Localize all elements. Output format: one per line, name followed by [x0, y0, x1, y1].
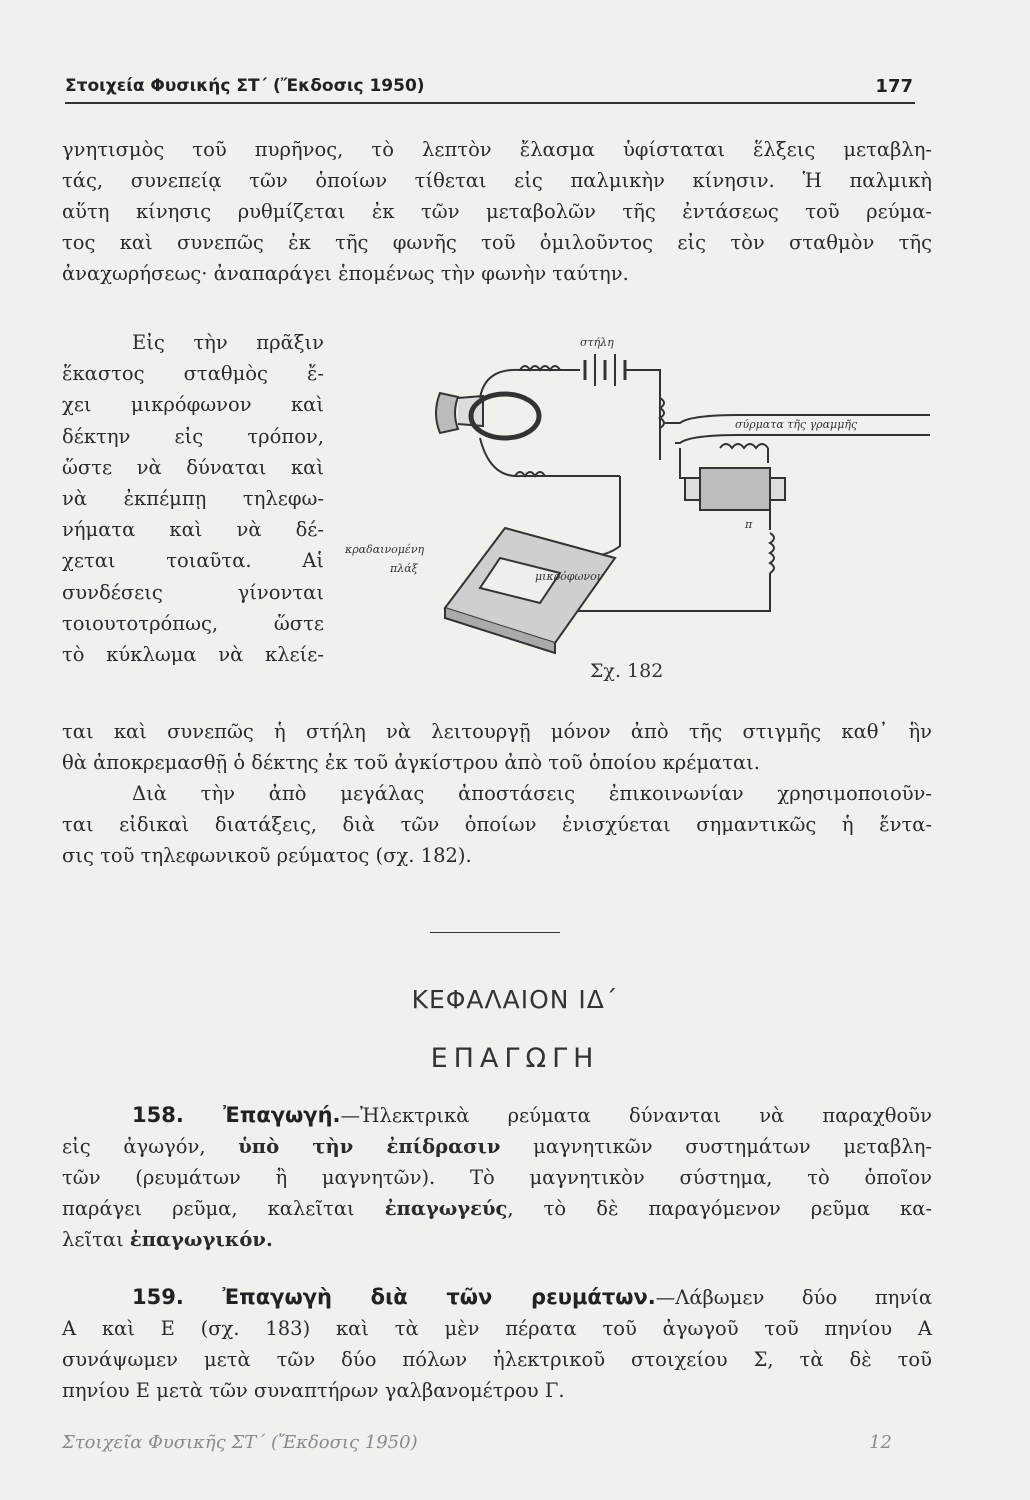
text-run: —Λάβωμεν δύο πηνία [655, 1286, 932, 1309]
text-run: παράγει ρεῦμα, καλεῖται [62, 1197, 385, 1220]
text-line [62, 1193, 932, 1224]
text-line: συνδέσεις γίνονται [62, 580, 324, 604]
text-line: τοιουτοτρόπως, ὥστε [62, 611, 324, 635]
page-number: 177 [875, 76, 913, 97]
text-line: τος καὶ συνεπῶς ἐκ τῆς φωνῆς τοῦ ὁμιλοῦντος εἰς τὸν σταθμὸν τῆς [62, 231, 932, 254]
text-line [62, 1100, 932, 1131]
text-line: γνητισμὸς τοῦ πυρῆνος, τὸ λεπτὸν ἔλασμα ὑφίσταται ἕλξεις μεταβλη- [62, 138, 932, 161]
wire [480, 438, 620, 476]
text-line: τὸ κύκλωμα νὰ κλείε- [62, 643, 324, 667]
section-heading: 159. Ἐπαγωγὴ διὰ τῶν ρευμάτων. [132, 1285, 656, 1309]
bold-term: ἐπαγωγεύς [384, 1197, 508, 1220]
text-line: ἕκαστος σταθμὸς ἔ- [62, 362, 324, 386]
header-title: Στοιχεία Φυσικής ΣΤ΄ (Ἔκδοσις 1950) [65, 76, 425, 96]
section-heading: 158. Ἐπαγωγή. [132, 1103, 341, 1127]
label-plate: κραδαινομένη [345, 543, 425, 556]
footer-title: Στοιχεῖα Φυσικῆς ΣΤ΄ (Ἔκδοσις 1950) [62, 1432, 418, 1453]
section-divider [430, 932, 560, 933]
text-line [62, 1131, 932, 1162]
figure-caption: Σχ. 182 [590, 660, 664, 682]
label-plate2: πλάξ [390, 562, 418, 575]
footer-signature-number: 12 [869, 1432, 892, 1453]
section-158 [62, 1100, 932, 1255]
coil [720, 444, 768, 448]
chapter-number: ΚΕΦΑΛΑΙΟΝ ΙΔ΄ [411, 985, 619, 1014]
telephone-circuit-diagram [345, 328, 935, 668]
paragraph-2-side [62, 327, 324, 670]
text-line: ἀναχωρήσεως· ἀναπαράγει ἑπομένως τὴν φωνὴν ταύτην. [62, 262, 629, 285]
text-run: —Ἠλεκτρικὰ ρεύματα δύνανται νὰ παραχθοῦν [340, 1104, 933, 1127]
section-159 [62, 1282, 932, 1406]
text-line: χει μικρόφωνον καὶ [62, 393, 324, 417]
text-line: ται εἰδικαὶ διατάξεις, διὰ τῶν ὁποίων ἐνισχύεται σημαντικῶς ἡ ἔντα- [62, 813, 932, 836]
text-line: νήματα καὶ νὰ δέ- [62, 518, 324, 542]
line-wire [675, 435, 930, 443]
wire [580, 476, 620, 556]
bold-term: ὑπὸ τὴν ἐπίδρασιν [238, 1135, 501, 1158]
paragraph-2-continued [62, 716, 932, 871]
text-line: θὰ ἀποκρεμασθῇ ὁ δέκτης ἐκ τοῦ ἀγκίστρου ἀπὸ τοῦ ὁποίου κρέμαται. [62, 751, 760, 774]
bold-term: ἐπαγωγικόν. [129, 1228, 273, 1251]
label-microphone: μικρόφωνον [535, 570, 604, 583]
label-pi: π [745, 518, 753, 531]
text-line: ὥστε νὰ δύναται καὶ [62, 455, 324, 479]
text-run: μαγνητικῶν συστημάτων μεταβλη- [500, 1135, 932, 1158]
text-run: λεῖται [62, 1228, 130, 1251]
label-line-wires: σύρματα τῆς γραμμῆς [735, 418, 858, 431]
coil-end [685, 478, 700, 500]
text-line: πηνίου Ε μετὰ τῶν συναπτήρων γαλβανομέτρου Γ. [62, 1379, 565, 1402]
coil-end [770, 478, 785, 500]
figure-182 [345, 328, 935, 668]
chapter-title: ΕΠΑΓΩΓΗ [430, 1043, 600, 1074]
running-header [65, 72, 915, 104]
paragraph-1 [62, 134, 932, 289]
text-line: σις τοῦ τηλεφωνικοῦ ρεύματος (σχ. 182). [62, 844, 472, 867]
text-line [62, 1224, 932, 1255]
text-run: εἰς ἀγωγόν, [62, 1135, 239, 1158]
text-line: Εἰς τὴν πρᾶξιν [132, 331, 324, 354]
wire [680, 448, 700, 478]
text-line [62, 1282, 932, 1313]
text-line: τάς, συνεπείᾳ τῶν ὁποίων τίθεται εἰς παλμικὴν κίνησιν. Ἡ παλμικὴ [62, 169, 932, 192]
label-battery: στήλη [580, 336, 614, 349]
induction-coil [700, 468, 770, 510]
text-line: δέκτην εἰς τρόπον, [62, 424, 324, 448]
wire [625, 370, 660, 460]
coil [770, 533, 774, 573]
text-line: χεται τοιαῦτα. Αἱ [62, 549, 324, 573]
text-line: συνάψωμεν μετὰ τῶν δύο πόλων ἠλεκτρικοῦ στοιχείου Σ, τὰ δὲ τοῦ [62, 1348, 932, 1371]
receiver-earpiece [436, 393, 458, 433]
text-line: Α καὶ Ε (σχ. 183) καὶ τὰ μὲν πέρατα τοῦ ἀγωγοῦ τοῦ πηνίου Α [62, 1317, 932, 1340]
text-line: Διὰ τὴν ἀπὸ μεγάλας ἀποστάσεις ἐπικοινωνίαν χρησιμοποιοῦν- [132, 782, 932, 805]
text-line: αὕτη κίνησις ρυθμίζεται ἐκ τῶν μεταβολῶν τῆς ἐντάσεως τοῦ ρεύμα- [62, 200, 932, 223]
text-line: νὰ ἐκπέμπῃ τηλεφω- [62, 487, 324, 511]
text-line: ται καὶ συνεπῶς ἡ στήλη νὰ λειτουργῇ μόνον ἀπὸ τῆς στιγμῆς καθ᾽ ἣν [62, 720, 932, 743]
text-run: , τὸ δὲ παραγόμενον ρεῦμα κα- [507, 1197, 932, 1220]
text-line: τῶν (ρευμάτων ἢ μαγνητῶν). Τὸ μαγνητικὸν σύστημα, τὸ ὁποῖον [62, 1166, 932, 1189]
